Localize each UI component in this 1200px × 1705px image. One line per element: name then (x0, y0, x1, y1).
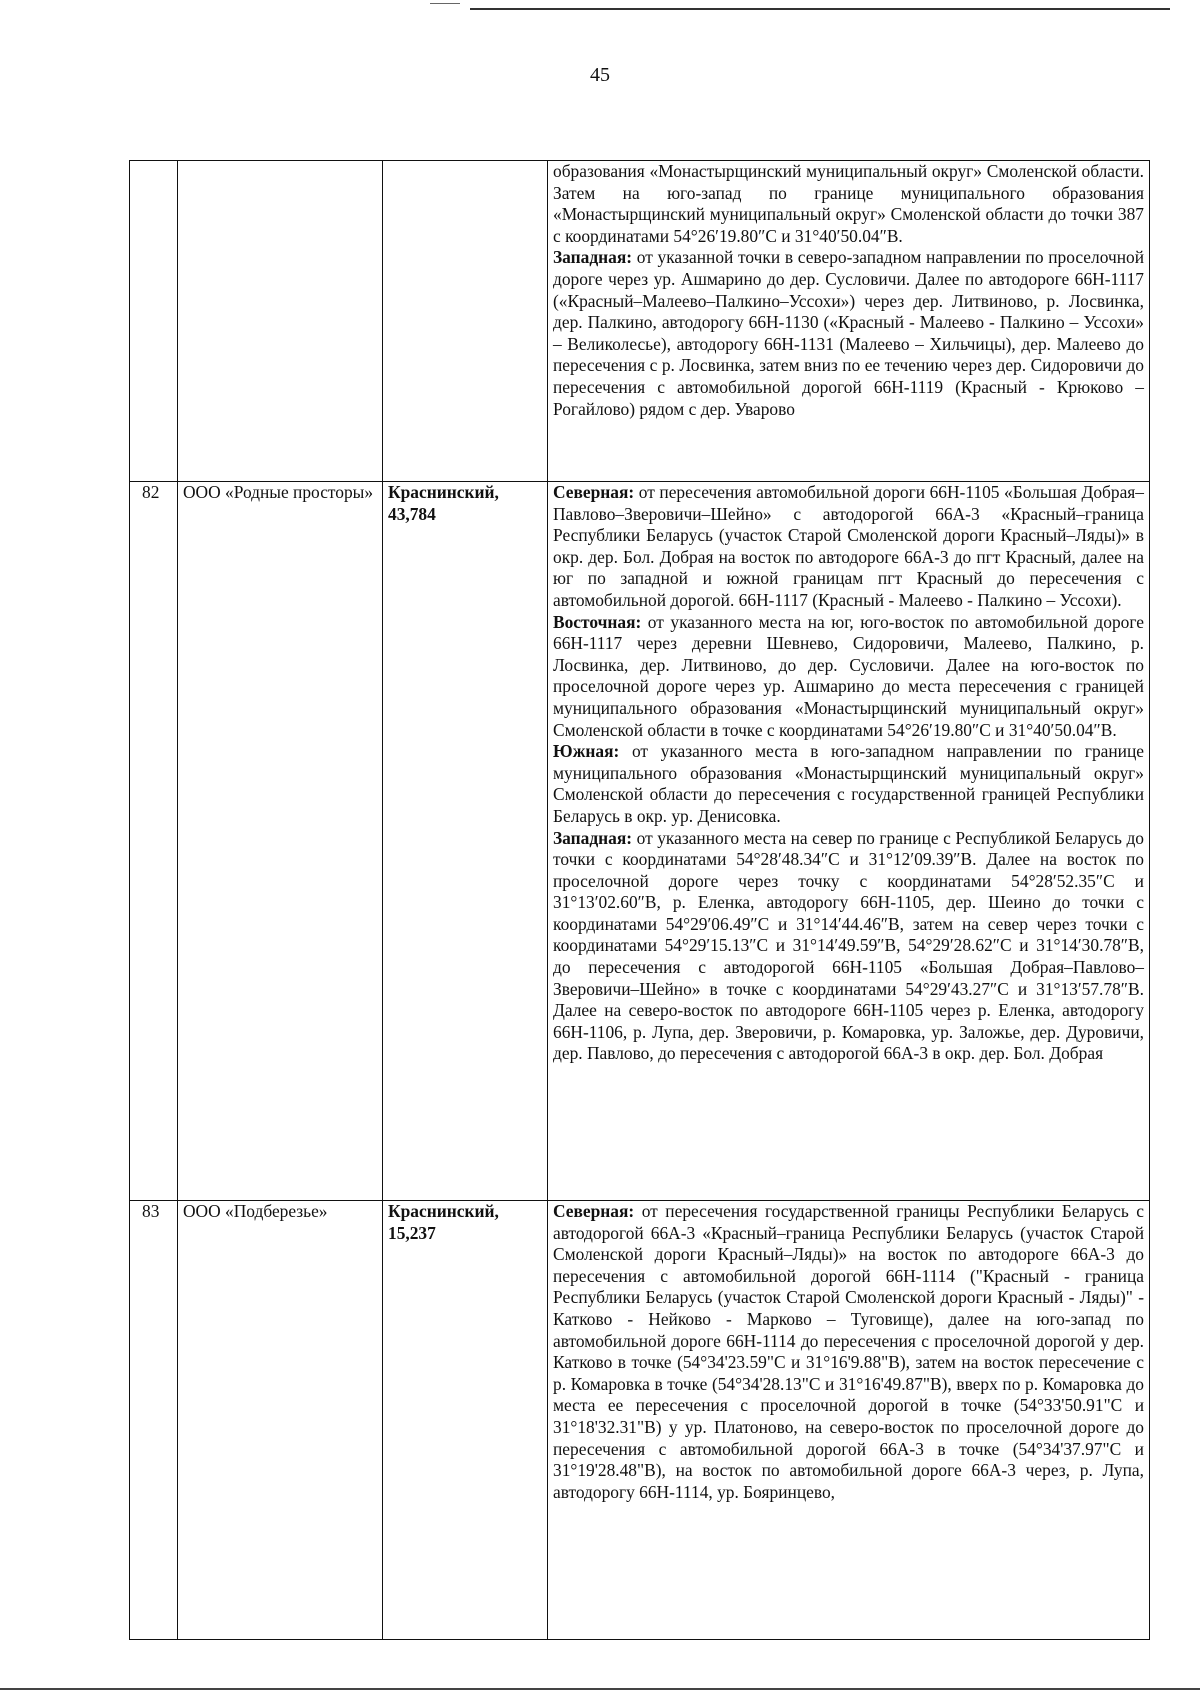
boundary-direction: Западная: (553, 247, 633, 268)
boundary-direction: Северная: (553, 482, 635, 502)
district-area-cell: Краснинский, 15,237 (383, 1201, 548, 1640)
boundary-text: от пересечения государственной границы Республики Беларусь с автодорогой 66А-3 «Красный–граница Республики Беларусь (участок Старой Смоленской дороги Красный–Ляды)» на восток по автодороге 66А-3 до пересечения с автомобильной дорогой 66Н-1114 ("Красный - граница Республики Беларусь (участок Старой Смоленской дороги Красный - Ляды)" - Катково - Нейково - Марково – Туговище), далее на юго-запад по автомобильной дороге 66Н-1114 до пересечения с проселочной дорогой у дер. Катково в точке (54°34'23.59"С и 31°16'9.88"В), затем на восток пересечение с р. Комаровка в точке (54°34'28.13"С и 31°16'49.87"В), вверх по р. Комаровка до места ее пересечения с проселочной дорогой в точке (54°33'50.91"С и 31°18'32.31"В) у ур. Платоново, на северо-восток по проселочной дороге до пересечения с автомобильной дорогой 66А-3 в точке (54°34'37.97"С и 31°19'28.48"В), на восток по автомобильной дороге 66А-3 через, р. Лупа, автодорогу 66Н-1114, ур. Бояринцево, (553, 1201, 1144, 1502)
boundary-paragraph (553, 482, 1144, 612)
organization-cell: ООО «Родные просторы» (178, 482, 383, 1201)
district-area-cell (383, 161, 548, 482)
boundary-direction: Южная: (553, 741, 620, 762)
boundary-description-cell (548, 482, 1150, 1201)
organization-cell: ООО «Подберезье» (178, 1201, 383, 1640)
table-row (130, 161, 1150, 482)
row-number-cell (130, 161, 178, 482)
scan-artifact-line (470, 8, 1170, 10)
boundary-paragraph (553, 612, 1144, 742)
table-row (130, 482, 1150, 1201)
organization-cell (178, 161, 383, 482)
boundary-direction: Восточная: (553, 611, 642, 632)
boundary-description-cell (548, 1201, 1150, 1640)
table-row (130, 1201, 1150, 1640)
boundary-paragraph (553, 161, 1144, 247)
boundary-text: от указанного места на север по границе с Республикой Беларусь до точки с координатами 54°28′48.34″С и 31°12′09.39″В. Далее на восток по проселочной дороге через точку с координатами 54°28′52.35″С и 31°13′02.60″В, р. Еленка, автодорогу 66Н-1105, дер. Шеино до точки с координатами 54°29′06.49″С и 31°14′44.46″В, затем на север через точки с координатами 54°29′15.13″С и 31°14′49.59″В, 54°29′28.62″С и 31°14′30.78″В, до пересечения с автодорогой 66Н-1105 «Большая Добрая–Павлово–Зверовичи–Шейно» в точке с координатами 54°29′43.27″С и 31°13′57.78″В. Далее на северо-восток по автодороге 66Н-1105 через р. Еленка, автодорогу 66Н-1106, р. Лупа, дер. Зверовичи, р. Комаровка, ур. Заложье, дер. Дуровичи, дер. Павлово, до пересечения с автодорогой 66А-3 в окр. дер. Бол. Добрая (553, 827, 1144, 1064)
boundary-text: от указанного места в юго-западном направлении по границе муниципального образования «Монастырщинский муниципальный округ» Смоленской области до пересечения с государственной границей Республики Беларусь в окр. ур. Денисовка. (553, 741, 1144, 826)
boundary-text: от пересечения автомобильной дороги 66Н-1105 «Большая Добрая–Павлово–Зверовичи–Шейно» с автодорогой 66А-3 «Красный–граница Республики Беларусь (участок Старой Смоленской дороги Красный–Ляды)» в окр. дер. Бол. Добрая на восток по автодороге 66А-3 до пгт Красный, далее на юг по западной и южной границам пгт Красный до пересечения с автомобильной дорогой. 66Н-1117 (Красный - Малеево - Палкино – Уссохи). (553, 482, 1144, 610)
scan-artifact-line (430, 3, 460, 4)
row-number-cell: 82 (130, 482, 178, 1201)
page-number: 45 (590, 64, 610, 86)
district-area-cell: Краснинский, 43,784 (383, 482, 548, 1201)
boundary-direction: Северная: (553, 1201, 635, 1221)
hunting-grounds-table (129, 160, 1150, 1640)
boundary-description-cell (548, 161, 1150, 482)
boundary-text: от указанной точки в северо-западном направлении по проселочной дороге через ур. Ашмарино до дер. Сусловичи. Далее по автодороге 66Н-1117 («Красный–Малеево–Палкино–Уссохи») через дер. Литвиново, р. Лосвинка, дер. Палкино, автодорогу 66Н-1130 («Красный - Малеево - Палкино – Уссохи» – Великолесье), автодорогу 66Н-1131 (Малеево – Хильчицы), дер. Малеево до пересечения с р. Лосвинка, затем вниз по ее течению через дер. Сидоровичи до пересечения с автомобильной дорогой 66Н-1119 (Красный - Крюково – Рогайлово) рядом с дер. Уварово (553, 247, 1144, 419)
boundary-paragraph (553, 247, 1144, 420)
boundary-text: образования «Монастырщинский муниципальный округ» Смоленской области. Затем на юго-запад по границе муниципального образования «Монастырщинский муниципальный округ» Смоленской области до точки 387 с координатами 54°26′19.80″С и 31°40′50.04″В. (553, 161, 1144, 246)
boundary-paragraph (553, 741, 1144, 827)
row-number-cell: 83 (130, 1201, 178, 1640)
boundary-text: от указанного места на юг, юго-восток по автомобильной дороге 66Н-1117 через деревни Шевнево, Сидоровичи, Малеево, Палкино, р. Лосвинка, дер. Литвиново, до дер. Сусловичи. Далее на юго-восток по проселочной дороге через ур. Ашмарино до места пересечения с границей муниципального образования «Монастырщинский муниципальный округ» Смоленской области в точке с координатами 54°26′19.80″С и 31°40′50.04″В. (553, 611, 1144, 740)
boundary-paragraph (553, 1201, 1144, 1503)
boundary-direction: Западная: (553, 827, 633, 848)
scan-artifact-line (0, 1688, 1200, 1690)
boundary-paragraph (553, 828, 1144, 1066)
